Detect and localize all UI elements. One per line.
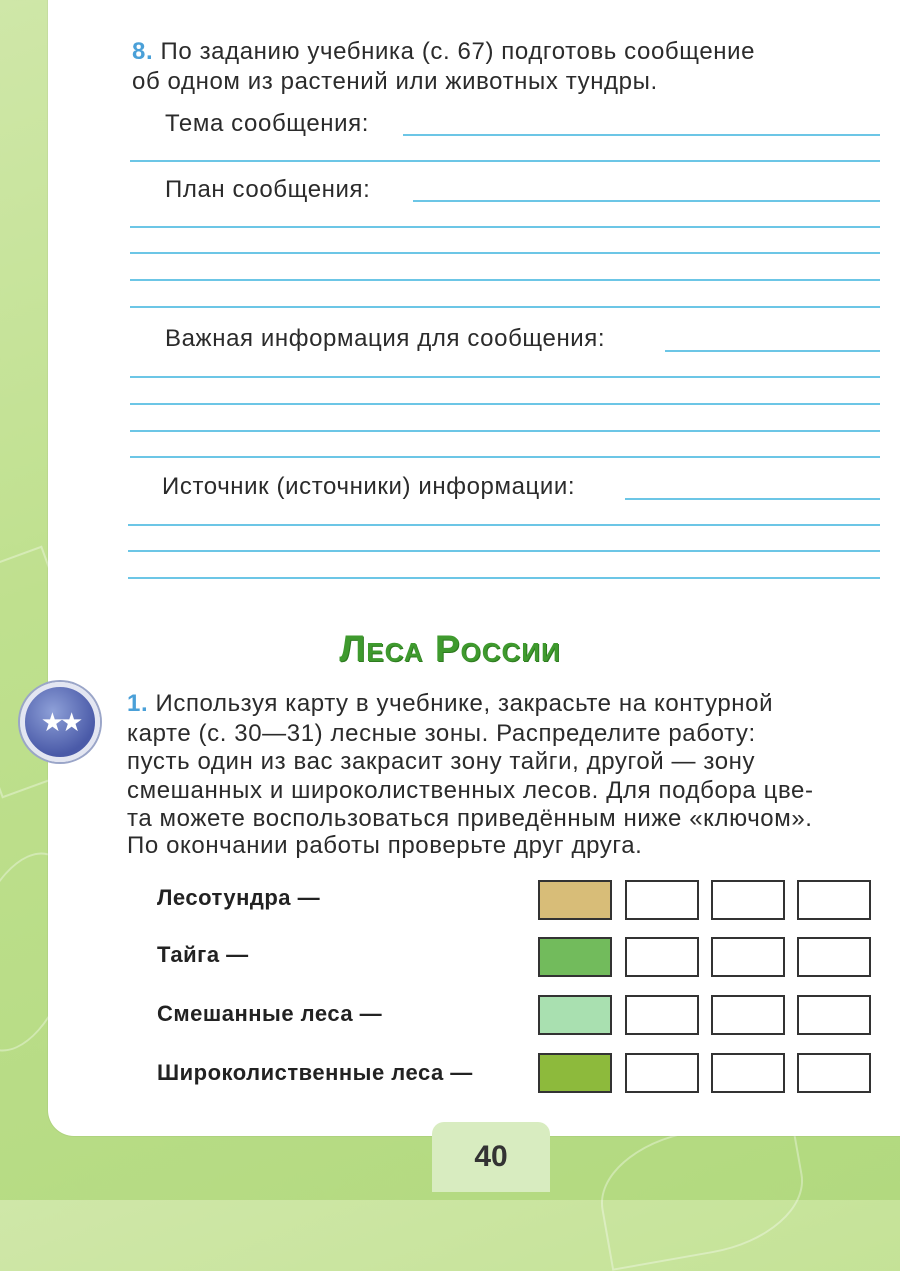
task8-text-line1: По заданию учебника (с. 67) подготовь сообщение (160, 38, 756, 65)
key-empty-box[interactable] (711, 937, 785, 977)
source-label: Источник (источники) информации: (162, 473, 576, 500)
task1-number: 1. (127, 690, 149, 717)
task1-line-4: та можете воспользоваться приведённым ниже «ключом». (127, 805, 813, 832)
info-answer-line-4[interactable] (130, 430, 880, 432)
task1-text-line: Используя карту в учебнике, закрасьте на контурной (155, 690, 774, 717)
key-label-taiga: Тайга — (157, 942, 249, 967)
task1-line-3: смешанных и широколиственных лесов. Для подбора цве- (127, 777, 814, 804)
task1-line-2: пусть один из вас закрасит зону тайги, другой — зону (127, 748, 756, 775)
info-answer-line-3[interactable] (130, 403, 880, 405)
two-stars-icon: ★★ (20, 682, 100, 762)
key-empty-box[interactable] (797, 880, 871, 920)
source-answer-line-2[interactable] (128, 524, 880, 526)
key-color-swatch (538, 1053, 612, 1093)
key-color-swatch (538, 937, 612, 977)
topic-answer-line-2[interactable] (130, 160, 880, 162)
task1-line-0 (127, 690, 773, 718)
info-answer-line[interactable] (665, 350, 880, 352)
source-answer-line[interactable] (625, 498, 880, 500)
info-label: Важная информация для сообщения: (165, 325, 606, 352)
info-answer-line-2[interactable] (130, 376, 880, 378)
key-empty-box[interactable] (711, 880, 785, 920)
plan-answer-line-2[interactable] (130, 226, 880, 228)
topic-answer-line[interactable] (403, 134, 880, 136)
task8-line1 (132, 38, 755, 66)
key-empty-box[interactable] (797, 1053, 871, 1093)
source-answer-line-4[interactable] (128, 577, 880, 579)
plan-answer-line-3[interactable] (130, 252, 880, 254)
key-empty-box[interactable] (625, 1053, 699, 1093)
source-answer-line-3[interactable] (128, 550, 880, 552)
plan-answer-line-5[interactable] (130, 306, 880, 308)
key-color-swatch (538, 880, 612, 920)
task8-number: 8. (132, 38, 154, 65)
key-label-forest-tundra: Лесотундра — (157, 885, 321, 910)
background-leaf-decoration (591, 1113, 813, 1271)
key-label-broadleaf-forests: Широколиственные леса — (157, 1060, 473, 1085)
key-empty-box[interactable] (625, 995, 699, 1035)
key-empty-box[interactable] (797, 995, 871, 1035)
task8-text-line2: об одном из растений или животных тундры. (132, 68, 658, 95)
key-label-mixed-forests: Смешанные леса — (157, 1001, 383, 1026)
key-empty-box[interactable] (625, 880, 699, 920)
plan-answer-line[interactable] (413, 200, 880, 202)
key-empty-box[interactable] (797, 937, 871, 977)
section-title: Леса России (339, 628, 561, 669)
topic-label: Тема сообщения: (165, 110, 370, 137)
key-empty-box[interactable] (625, 937, 699, 977)
info-answer-line-5[interactable] (130, 456, 880, 458)
key-color-swatch (538, 995, 612, 1035)
plan-label: План сообщения: (165, 176, 371, 203)
task1-line-1: карте (с. 30—31) лесные зоны. Распределите работу: (127, 720, 756, 747)
key-empty-box[interactable] (711, 995, 785, 1035)
key-empty-box[interactable] (711, 1053, 785, 1093)
page-number: 40 (432, 1122, 550, 1192)
task1-line-5: По окончании работы проверьте друг друга. (127, 832, 643, 859)
plan-answer-line-4[interactable] (130, 279, 880, 281)
